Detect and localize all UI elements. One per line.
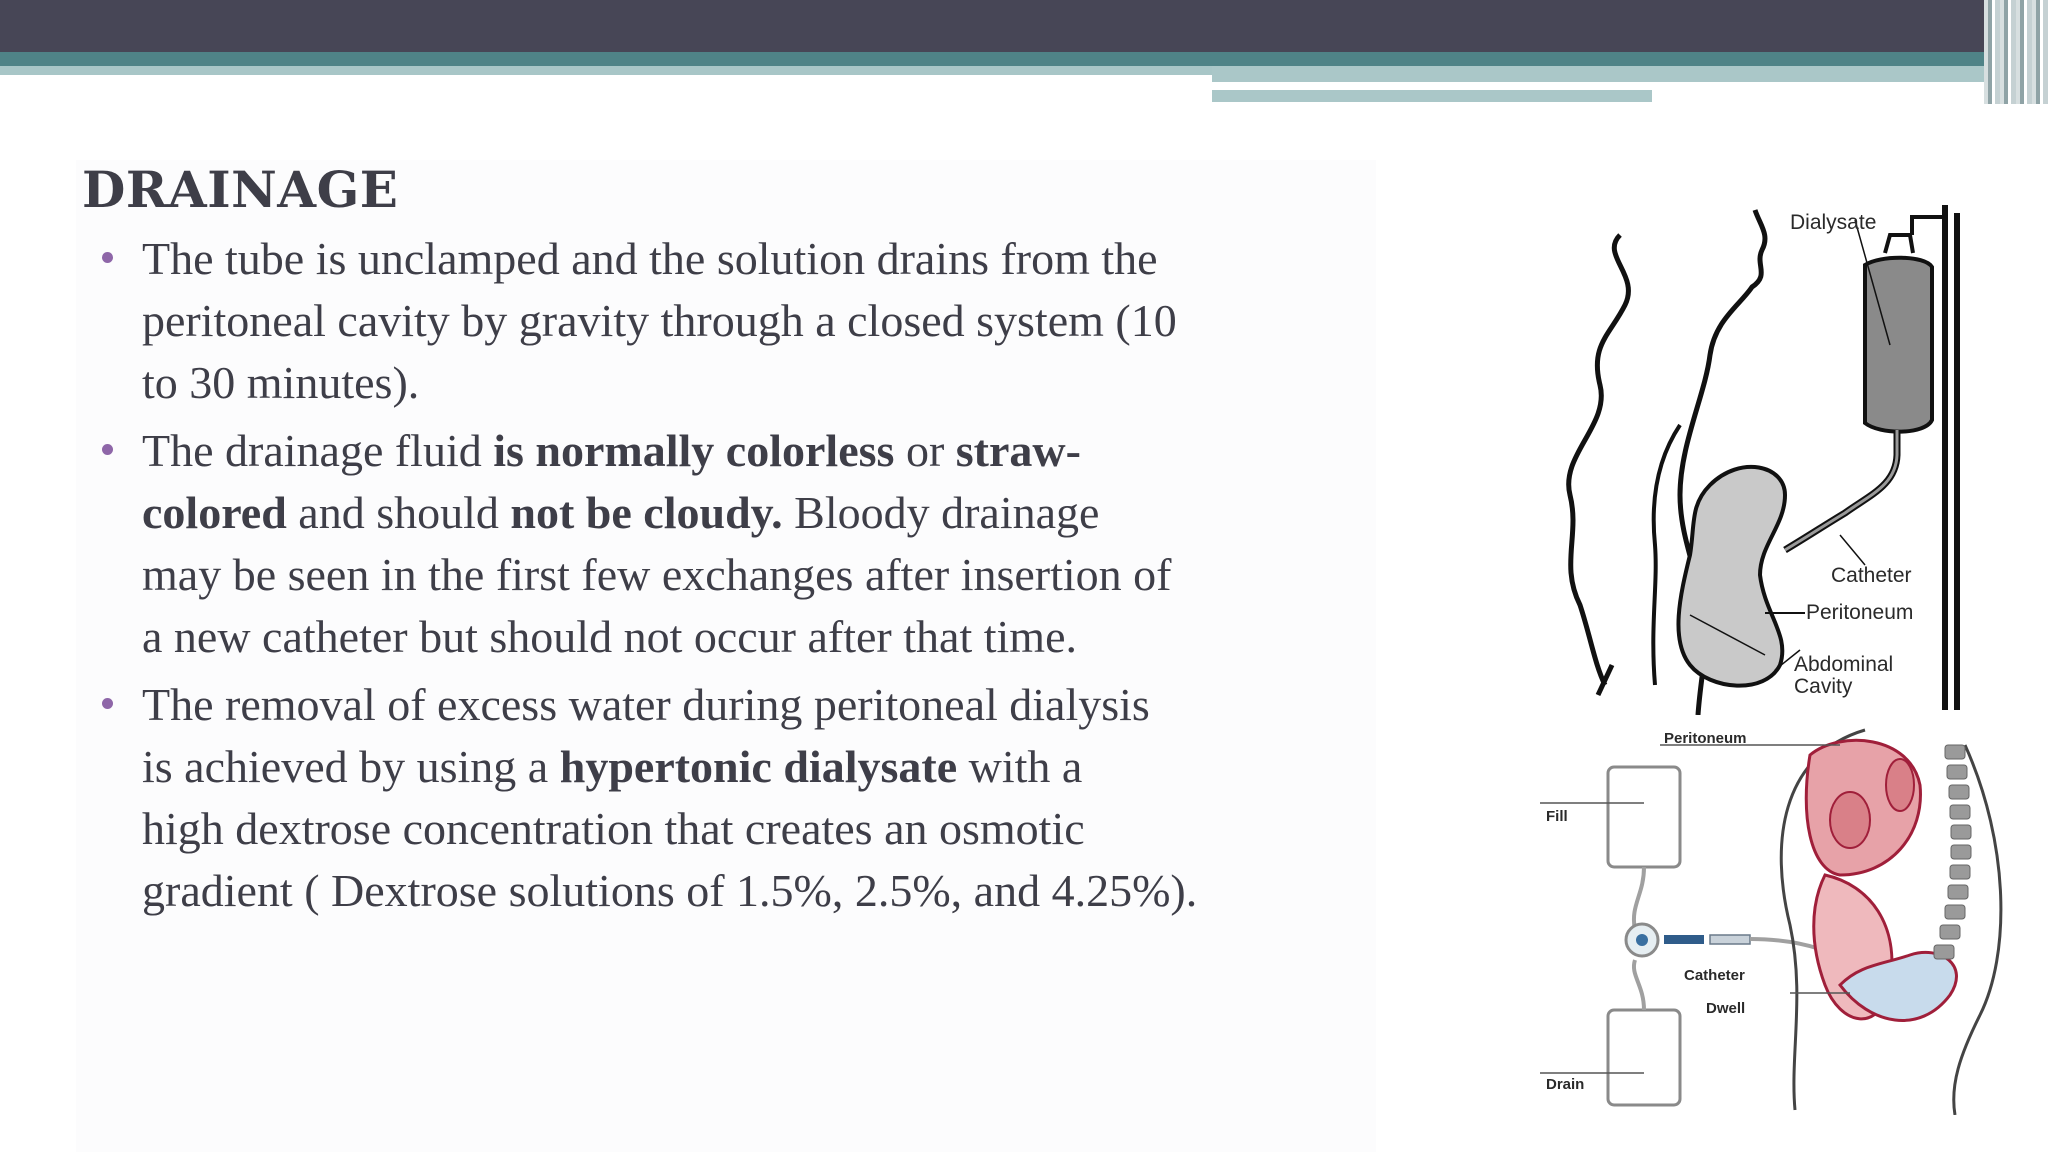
bullet-line (142, 544, 1416, 606)
header-band-light-left (0, 66, 1212, 75)
label-catheter-bottom: Catheter (1684, 967, 1745, 984)
bold-text-run: straw- (955, 425, 1081, 476)
text-run: or (894, 425, 956, 476)
bullet-line (142, 736, 1416, 798)
text-run: and should (286, 487, 511, 538)
bullet-line (142, 674, 1416, 736)
iv-pole (1942, 205, 1948, 710)
text-run: peritoneal cavity by gravity through a closed system (10 (142, 295, 1177, 346)
header-white-line (1212, 84, 1897, 88)
text-run: with a (957, 741, 1083, 792)
bullet-line (142, 352, 1416, 414)
label-dialysate: Dialysate (1790, 211, 1877, 234)
label-peritoneum: Peritoneum (1806, 601, 1914, 624)
text-run: a new catheter but should not occur after that time. (142, 611, 1077, 662)
label-abdominal: Abdominal (1794, 653, 1894, 676)
abdominal-cavity-shape (1678, 467, 1785, 686)
drain-bag (1608, 1010, 1680, 1105)
bullet-line (142, 606, 1416, 668)
bullet-line (142, 798, 1416, 860)
text-run: gradient ( Dextrose solutions of 1.5%, 2.5%, and 4.25%). (142, 865, 1198, 916)
text-run: Bloody drainage (782, 487, 1100, 538)
bullet-line (142, 860, 1416, 922)
bullet-item (96, 674, 1416, 922)
label-cavity: Cavity (1794, 675, 1853, 698)
text-run: high dextrose concentration that creates an osmotic (142, 803, 1085, 854)
dialysis-diagram-top (1540, 195, 1980, 715)
text-run: The tube is unclamped and the solution drains from the (142, 233, 1158, 284)
text-run: may be seen in the first few exchanges after insertion of (142, 549, 1172, 600)
bold-text-run: hypertonic dialysate (559, 741, 958, 792)
dialysate-bag (1865, 258, 1932, 432)
bullet-list (96, 228, 1416, 928)
bold-text-run: colored (142, 487, 287, 538)
label-dwell: Dwell (1706, 1000, 1746, 1017)
bullet-line (142, 228, 1416, 290)
bullet-dot-icon (102, 444, 113, 455)
label-drain: Drain (1546, 1076, 1585, 1093)
bullet-item (96, 228, 1416, 414)
slide-title: DRAINAGE (82, 160, 399, 219)
dialysis-diagram-bottom (1540, 725, 2010, 1115)
text-run: The removal of excess water during peritoneal dialysis (142, 679, 1150, 730)
label-peritoneum-bottom: Peritoneum (1664, 730, 1747, 747)
bullet-item (96, 420, 1416, 668)
bold-text-run: is normally colorless (493, 425, 895, 476)
text-run: to 30 minutes). (142, 357, 420, 408)
bullet-line (142, 482, 1416, 544)
bullet-line (142, 290, 1416, 352)
text-run: The drainage fluid (142, 425, 494, 476)
text-run: is achieved by using a (142, 741, 560, 792)
header-band-dark (0, 0, 2048, 52)
label-fill: Fill (1546, 808, 1568, 825)
bold-text-run: not be cloudy. (510, 487, 783, 538)
label-catheter: Catheter (1831, 564, 1912, 587)
spine (1934, 745, 1971, 959)
bullet-dot-icon (102, 252, 113, 263)
header-band-light-right-lower (1212, 90, 1652, 102)
bullet-line (142, 420, 1416, 482)
header-band-teal (0, 52, 2048, 66)
header-band-light-right (1212, 66, 1992, 82)
bullet-dot-icon (102, 698, 113, 709)
fill-bag (1608, 767, 1680, 867)
header-stripes (1984, 0, 2048, 104)
